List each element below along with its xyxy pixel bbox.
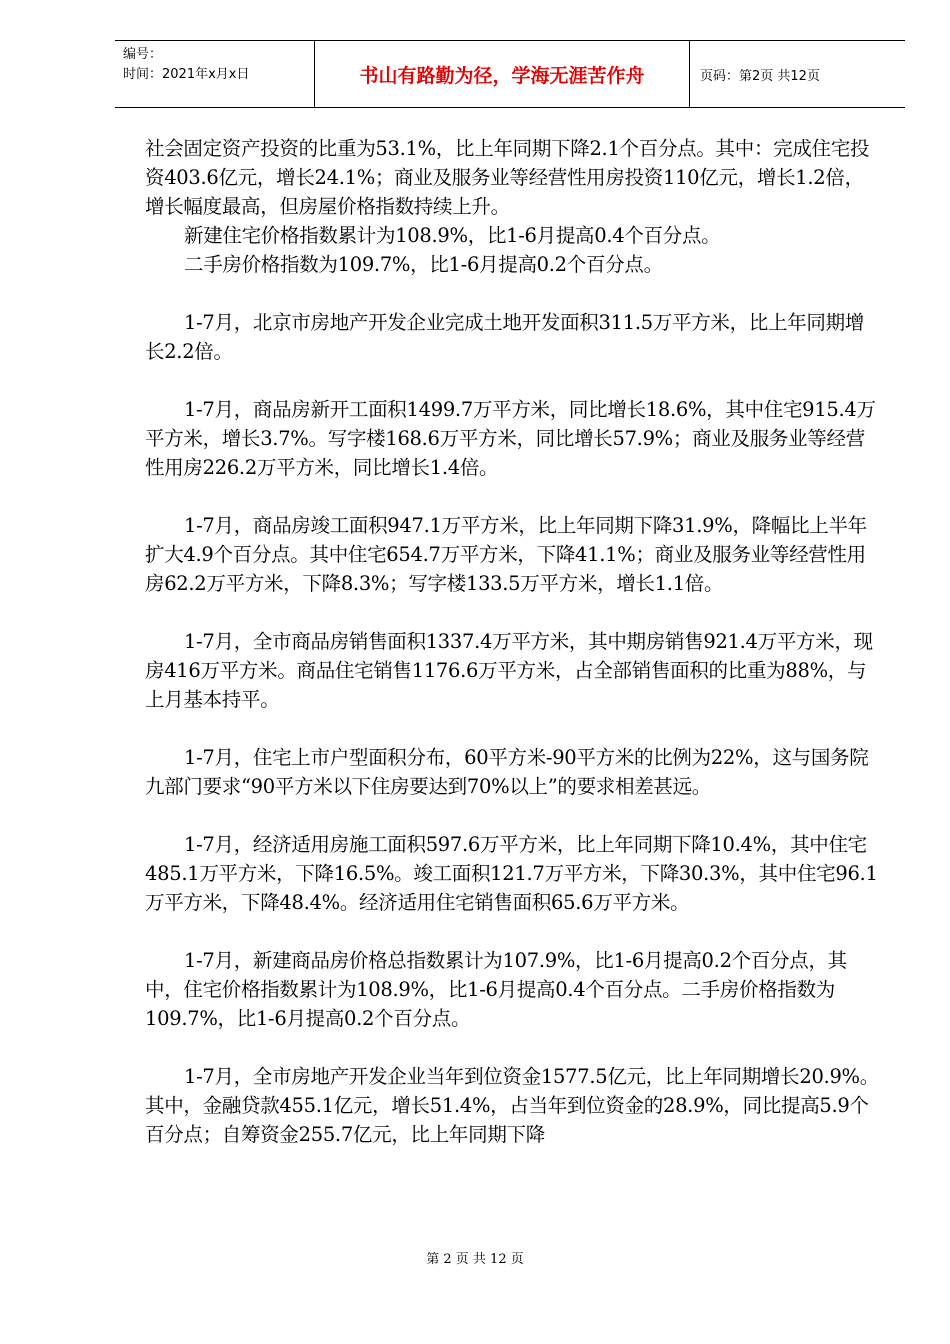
paragraph: 1-7月，商品房新开工面积1499.7万平方米，同比增长18.6%，其中住宅915.4万平方米，增长3.7%。写字楼168.6万平方米，同比增长57.9%；商业及服务业等经营性用房226.2万平方米，同比增长1.4倍。 [145, 398, 876, 479]
page-footer: 第 2 页 共 12 页 [426, 1252, 524, 1267]
paragraph: 二手房价格指数为109.7%，比1-6月提高0.2个百分点。 [184, 253, 663, 276]
document-body [145, 134, 880, 1149]
paragraph: 1-7月，北京市房地产开发企业完成土地开发面积311.5万平方米，比上年同期增长2.2倍。 [145, 311, 865, 363]
paragraph-continued: 社会固定资产投资的比重为53.1%，比上年同期下降2.1个百分点。其中：完成住宅投资403.6亿元，增长24.1%；商业及服务业等经营性用房投资110亿元，增长1.2倍，增长幅度最高，但房屋价格指数持续上升。 [145, 137, 870, 218]
number-label: 编号： [123, 47, 163, 62]
paragraph: 1-7月，新建商品房价格总指数累计为107.9%，比1-6月提高0.2个百分点，其中，住宅价格指数累计为108.9%，比1-6月提高0.4个百分点。二手房价格指数为109.7%，比1-6月提高0.2个百分点。 [145, 949, 847, 1030]
paragraph: 1-7月，商品房竣工面积947.1万平方米，比上年同期下降31.9%，降幅比上半年扩大4.9个百分点。其中住宅654.7万平方米，下降41.1%；商业及服务业等经营性用房62.2万平方米，下降8.3%；写字楼133.5万平方米，增长1.1倍。 [145, 514, 867, 595]
page-header [115, 40, 905, 108]
header-meta [115, 41, 315, 107]
paragraph: 1-7月，全市商品房销售面积1337.4万平方米，其中期房销售921.4万平方米，现房416万平方米。商品住宅销售1176.6万平方米，占全部销售面积的比重为88%，与上月基本持平。 [145, 630, 873, 711]
header-motto: 书山有路勤为径，学海无涯苦作舟 [315, 41, 690, 107]
time-label: 时间：2021年x月x日 [123, 67, 250, 82]
paragraph: 1-7月，经济适用房施工面积597.6万平方米，比上年同期下降10.4%，其中住宅485.1万平方米，下降16.5%。竣工面积121.7万平方米，下降30.3%，其中住宅96.1万平方米，下降48.4%。经济适用住宅销售面积65.6万平方米。 [145, 833, 878, 914]
paragraph: 1-7月，全市房地产开发企业当年到位资金1577.5亿元，比上年同期增长20.9%。其中，金融贷款455.1亿元，增长51.4%，占当年到位资金的28.9%，同比提高5.9个百分点；自筹资金255.7亿元，比上年同期下降 [145, 1065, 879, 1146]
paragraph: 新建住宅价格指数累计为108.9%，比1-6月提高0.4个百分点。 [184, 224, 721, 247]
header-page-info: 页码：第2页 共12页 [700, 68, 820, 84]
paragraph: 1-7月，住宅上市户型面积分布，60平方米-90平方米的比例为22%，这与国务院九部门要求“90平方米以下住房要达到70%以上”的要求相差甚远。 [145, 746, 869, 798]
